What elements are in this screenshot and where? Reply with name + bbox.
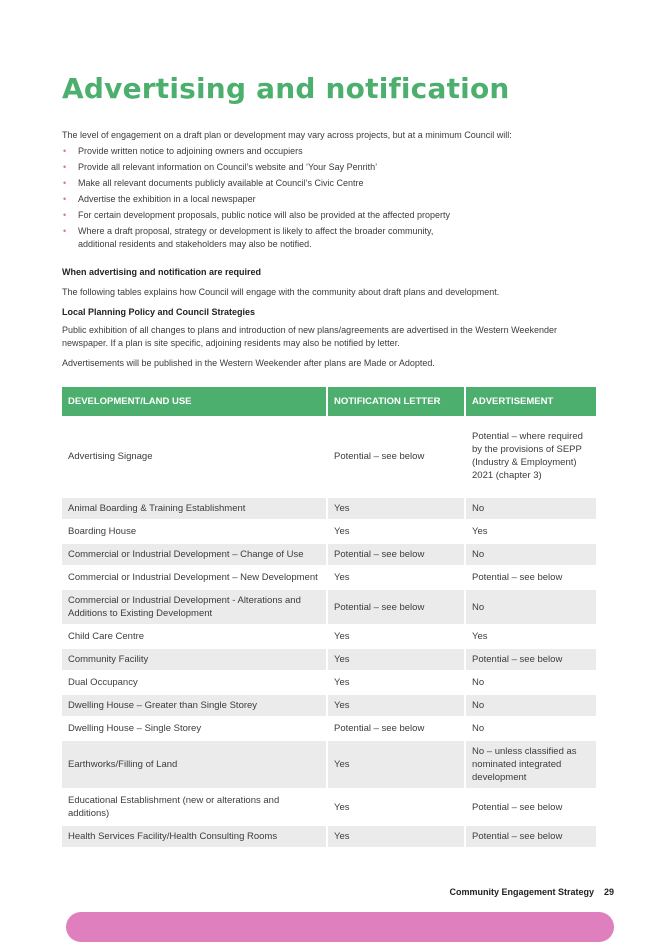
- table-row: Child Care Centre Yes Yes: [62, 625, 596, 648]
- list-item: • Provide all relevant information on Council’s website and ‘Your Say Penrith’: [63, 162, 378, 172]
- section-heading-policy: Local Planning Policy and Council Strategies: [62, 307, 256, 317]
- table-row: Community Facility Yes Potential – see below: [62, 648, 596, 671]
- table-row: Earthworks/Filling of Land Yes No – unless classified as nominated integrated development: [62, 740, 596, 789]
- table-row: Dual Occupancy Yes No: [62, 671, 596, 694]
- section-text-policy: Public exhibition of all changes to plans and introduction of new plans/agreements are advertised in the Western Weekender newspaper. If a plan is site specific, adjoining residents may also be notified by letter.: [62, 325, 557, 348]
- header-notification-letter: NOTIFICATION LETTER: [327, 387, 465, 416]
- bullet-list: [62, 145, 582, 254]
- table-row: Animal Boarding & Training Establishment Yes No: [62, 497, 596, 520]
- list-item: • For certain development proposals, public notice will also be provided at the affected property: [63, 210, 451, 220]
- bullet-dot-icon: •: [63, 162, 67, 172]
- header-land-use: DEVELOPMENT/LAND USE: [62, 387, 327, 416]
- notification-table: [62, 387, 596, 849]
- list-item: • Where a draft proposal, strategy or development is likely to affect the broader community, additional residents and stakeholders may also be notified.: [63, 226, 434, 249]
- list-item: • Make all relevant documents publicly available at Council’s Civic Centre: [63, 178, 364, 188]
- table-row: Dwelling House – Single Storey Potential – see below No: [62, 717, 596, 740]
- list-item: • Provide written notice to adjoining owners and occupiers: [63, 146, 303, 156]
- page-number: 29: [603, 887, 614, 897]
- intro-text: The level of engagement on a draft plan or development may vary across projects, but at a minimum Council will:: [62, 130, 512, 140]
- table-row: Dwelling House – Greater than Single Storey Yes No: [62, 694, 596, 717]
- header-advertisement: ADVERTISEMENT: [465, 387, 596, 416]
- section-heading-advertising: When advertising and notification are required: [62, 267, 262, 277]
- bullet-dot-icon: •: [63, 146, 67, 156]
- table-row: Commercial or Industrial Development – New Development Yes Potential – see below: [62, 566, 596, 589]
- table-row: Educational Establishment (new or alterations and additions) Yes Potential – see below: [62, 789, 596, 825]
- table-row: Health Services Facility/Health Consulting Rooms Yes Potential – see below: [62, 825, 596, 848]
- table-row: Commercial or Industrial Development - Alterations and Additions to Existing Development Potential – see below No: [62, 589, 596, 625]
- table-row: Commercial or Industrial Development – Change of Use Potential – see below No: [62, 543, 596, 566]
- page-footer: [449, 887, 614, 897]
- bullet-dot-icon: •: [63, 226, 67, 236]
- footer-label: Community Engagement Strategy: [449, 887, 594, 897]
- footer-decorative-bar: [66, 912, 614, 942]
- bullet-dot-icon: •: [63, 194, 67, 204]
- bullet-dot-icon: •: [63, 178, 67, 188]
- table-header-row: [62, 387, 596, 416]
- page-title: Advertising and notification: [62, 72, 510, 105]
- table-row: Boarding House Yes Yes: [62, 520, 596, 543]
- section-text-publish: Advertisements will be published in the Western Weekender after plans are Made or Adopted.: [62, 358, 435, 368]
- bullet-dot-icon: •: [63, 210, 67, 220]
- section-text-advertising: The following tables explains how Council will engage with the community about draft plans and development.: [62, 287, 500, 297]
- table-row: Advertising Signage Potential – see below Potential – where required by the provisions of SEPP (Industry & Employment) 2021 (chapter 3): [62, 416, 596, 497]
- list-item: • Advertise the exhibition in a local newspaper: [63, 194, 256, 204]
